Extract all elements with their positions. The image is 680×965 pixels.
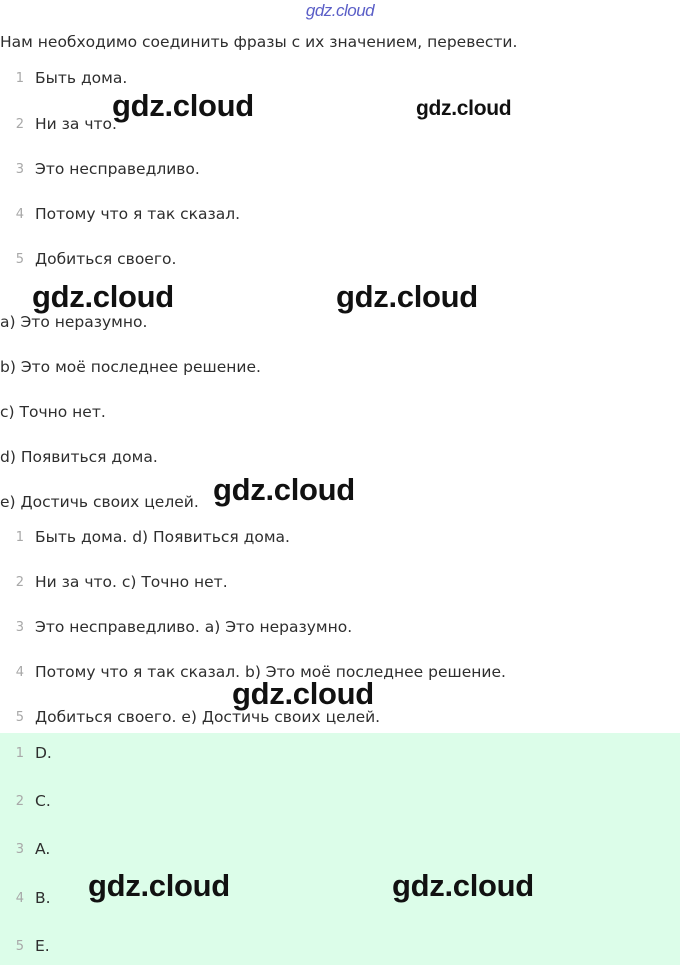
watermark: gdz.cloud (32, 279, 174, 314)
answer-text: B. (35, 889, 51, 907)
answer-item-3 (0, 837, 50, 861)
answer-item-5 (0, 934, 50, 958)
answer-text: D. (35, 744, 52, 762)
answer-text: E. (35, 937, 50, 955)
phrase-number: 5 (15, 251, 24, 267)
site-link[interactable]: gdz.cloud (305, 1, 375, 20)
match-number: 2 (15, 574, 24, 590)
match-number: 1 (15, 529, 24, 545)
task-instruction: Нам необходимо соединить фразы с их значением, перевести. (0, 33, 518, 51)
match-number: 4 (15, 664, 24, 680)
answer-text: C. (35, 792, 51, 810)
answer-item-4 (0, 886, 51, 910)
phrase-text: Потому что я так сказал. (35, 205, 241, 223)
phrase-number: 4 (15, 206, 24, 222)
phrase-item-5 (0, 247, 176, 271)
meaning-item-c: с) Точно нет. (0, 403, 106, 421)
phrase-item-2 (0, 112, 117, 136)
phrase-text: Добиться своего. (35, 250, 177, 268)
answer-text: A. (35, 840, 51, 858)
match-item-1 (0, 525, 290, 549)
match-text: Ни за что. с) Точно нет. (35, 573, 228, 591)
answer-number: 4 (15, 890, 24, 906)
phrase-number: 2 (15, 116, 24, 132)
watermark: gdz.cloud (88, 868, 230, 903)
phrase-number: 1 (15, 70, 24, 86)
meaning-item-e: е) Достичь своих целей. (0, 493, 199, 511)
match-text: Потому что я так сказал. b) Это моё последнее решение. (35, 663, 506, 681)
phrase-number: 3 (15, 161, 24, 177)
phrase-text: Ни за что. (35, 115, 117, 133)
watermark: gdz.cloud (416, 97, 512, 120)
match-item-3 (0, 615, 352, 639)
match-text: Добиться своего. е) Достичь своих целей. (35, 708, 381, 726)
match-item-2 (0, 570, 228, 594)
meaning-item-d: d) Появиться дома. (0, 448, 158, 466)
answer-number: 5 (15, 938, 24, 954)
watermark: gdz.cloud (112, 88, 254, 123)
phrase-item-3 (0, 157, 200, 181)
match-number: 5 (15, 709, 24, 725)
watermark: gdz.cloud (232, 676, 374, 711)
meaning-item-a: а) Это неразумно. (0, 313, 148, 331)
answer-number: 2 (15, 793, 24, 809)
match-text: Быть дома. d) Появиться дома. (35, 528, 290, 546)
answer-item-2 (0, 789, 51, 813)
answer-number: 3 (15, 841, 24, 857)
phrase-text: Быть дома. (35, 69, 128, 87)
answer-item-1 (0, 741, 52, 765)
watermark: gdz.cloud (392, 868, 534, 903)
match-number: 3 (15, 619, 24, 635)
phrase-item-1 (0, 66, 127, 90)
watermark: gdz.cloud (213, 472, 355, 507)
phrase-text: Это несправедливо. (35, 160, 200, 178)
answer-block (0, 733, 680, 965)
answer-number: 1 (15, 745, 24, 761)
meaning-item-b: b) Это моё последнее решение. (0, 358, 261, 376)
phrase-item-4 (0, 202, 240, 226)
watermark: gdz.cloud (336, 279, 478, 314)
match-text: Это несправедливо. а) Это неразумно. (35, 618, 353, 636)
